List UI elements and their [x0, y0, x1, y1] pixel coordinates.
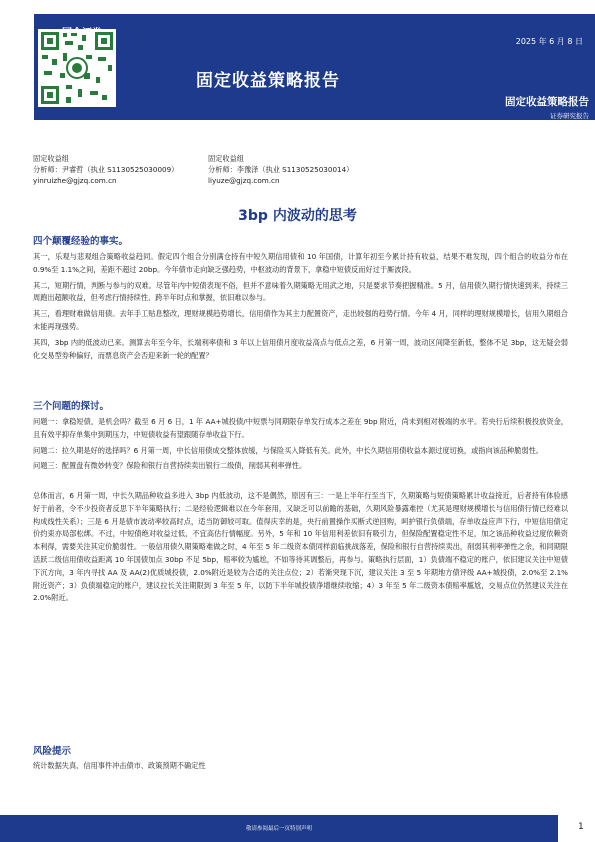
analyst-name: 分析师：尹睿哲（执业 S1130525030009） [33, 165, 179, 174]
paragraph: 问题一：拿稳短债，是机会吗？截至 6 月 6 日，1 年 AA+城投债/中短票与同期限存单发行成本之差在 9bp 附近，尚未到相对极端的水平。若央行后续积极投放资金，且有效平抑存单集中到期压力，中短债收益有望跟随存单收益下行。 [33, 417, 568, 439]
section-three-questions [33, 401, 568, 473]
analyst-email: yinruizhe@gjzq.com.cn [33, 176, 117, 185]
section-heading: 三个问题的探讨。 [33, 401, 110, 412]
paragraph: 其四，3bp 内的低波动已来。测算去年至今年，长端利率债和 3 年以上信用债月度收益高点与低点之差，6 月第一周，波动区间降至新低，整体不足 3bp，这无疑会弱化交易型券种偏好，而票息资产会否迎来新一轮的配置？ [33, 337, 568, 360]
paragraph: 其三，看理财难做信用债。去年手工贴息整改，理财规模趋势增长，信用债作为其主力配置资产，走出较强的趋势行情。今年 4 月，同样的理财规模增长，信用久期组合未能再现强势。 [33, 309, 568, 331]
footer-disclaimer: 敬请参阅最后一页特别声明 [245, 826, 312, 832]
qr-code-graphic [38, 29, 116, 107]
footer-bar [0, 815, 558, 842]
section-risk [33, 746, 568, 773]
report-title: 固定收益策略报告 [196, 71, 340, 91]
analyst-group: 固定收益组 [33, 154, 69, 163]
report-date: 2025 年 6 月 8 日 [515, 37, 583, 46]
section-summary [33, 490, 568, 605]
report-header [34, 14, 595, 120]
analyst-block-2 [208, 153, 353, 186]
analyst-block-1 [33, 153, 178, 186]
document-title: 3bp 内波动的思考 [238, 208, 357, 224]
paragraph: 其一，乐观与悲观组合策略收益趋同。假定四个组合分别满仓持有中短久期信用债和 10 年国债，计算年初至今累计持有收益，结果不难发现，四个组合的收益分布在 0.9%至 1.1%之间，差距不超过 20bp。今年债市走向缺乏强趋势，中枢波动的背景下，拿稳中短债反而好过于厮波段。 [33, 252, 568, 274]
paragraph: 总体而言，6 月第一周，中长久期品种收益多进入 3bp 内低波动，这不是偶然，原因有三：一是上半年行至当下，久期策略与短债策略累计收益接近，后者持有体验感好于前者，令不少投资者反思下半年策略执行；二是经验逻辑难以在今年套用，又缺乏可以前瞻的基础，久期风险暴露难控（尤其是理财规模增长与信用债行情已经难以构成线性关系）；三是 6 月是债市波动率较高时点，适当防御较可取。值得庆幸的是，央行前置操作买断式逆回购，呵护银行负债端，存单收益应声下行，中短信用债定价约束亦局部松绑。不过，中短债绝对收益过低，不宜高估行情幅度。另外，5 年和 10 年信用利差依旧有吸引力，但保险配置稳定性不足，加之该品种收益过度依赖资本利得，需要关注其定价脆弱性。一般信用债久期策略难做之时，4 年至 5 年二级资本债同样面临挑战落差，保险和银行自营持续卖出，削弱其利率弹性之余，和同期限活跃二级信用债收益距离 10 年国债加点 30bp 不足 5bp，赔率较为尴尬，不如等待其调整后，再参与。策略执行层面，1）负债端不稳定的账户，依旧建议关注中短债下沉方向，3 年内寻找 AA 及 AA(2)优质城投债，2.0%附近是较为合适的关注点位；2）若渐突现下沉，建议关注 3 至 5 年期地方债评级 AA+城投债，2.0%至 2.1%附近资产；3）负债端稳定的账户，建议拉长关注期限到 3 年至 5 年，以防下半年城投债净增继续收缩；4）3 年至 5 年二级资本债赔率尴尬，交易点位仍然建议关注在 2.0%附近。 [33, 491, 568, 603]
paragraph: 统计数据失真、信用事件冲击债市、政策预期不确定性 [33, 761, 206, 770]
page-number: 1 [578, 822, 584, 832]
paragraph: 问题三：配置盘有微妙转变？保险和银行自营持续卖出银行二级债，削弱其利率弹性。 [33, 461, 307, 471]
report-category: 固定收益策略报告 [505, 96, 589, 108]
paragraph: 问题二：拉久期是好的选择吗？6 月第一周，中长信用债成交整体放缓，与保险买入降低有关。此外，中长久期信用债收益本源过度切换，或指向该品种脆弱性。 [33, 445, 543, 455]
section-heading: 四个颠覆经验的事实。 [33, 236, 129, 247]
analyst-email: liyuze@gjzq.com.cn [208, 176, 280, 185]
qr-code-icon [38, 29, 116, 107]
analyst-group: 固定收益组 [208, 154, 244, 163]
paragraph: 其二，短期行情，判断与参与的双难。尽管年内中短债表现不俗，但并不意味着久期策略无用武之地，只是要求节奏把握精准。5 月，信用债久期行情快速到来，持续三周跑出超额收益，但考虑行情持续性、跨半年时点和掌握，依旧难以参与。 [33, 280, 568, 303]
section-heading: 风险提示 [33, 746, 72, 757]
analyst-name: 分析师：李豫泽（执业 S1130525030014） [208, 165, 354, 174]
section-four-facts [33, 236, 568, 362]
report-type: 证券研究报告 [550, 112, 589, 120]
